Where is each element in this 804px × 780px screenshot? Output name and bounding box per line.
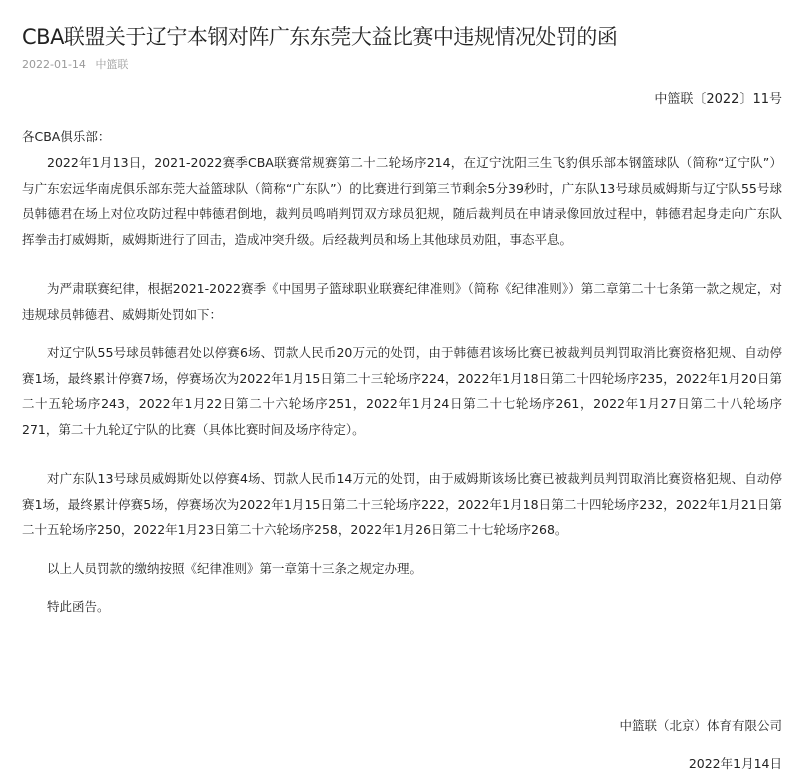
- publish-date: 2022-01-14: [22, 58, 86, 71]
- paragraph-fine-payment: 以上人员罚款的缴纳按照《纪律准则》第一章第十三条之规定办理。: [47, 561, 423, 576]
- article-source: 中篮联: [95, 58, 129, 71]
- document-number: 中篮联〔2022〕11号: [654, 92, 782, 107]
- signature-organization: 中篮联（北京）体育有限公司: [619, 718, 782, 733]
- paragraph-basis: 为严肃联赛纪律，根据2021-2022赛季《中国男子篮球职业联赛纪律准则》（简称《纪律准则》）第二章第二十七条第一款之规定，对违规球员韩德君、威姆斯处罚如下：: [22, 281, 782, 322]
- paragraph-penalty-williams: 对广东队13号球员威姆斯处以停赛4场、罚款人民币14万元的处罚，由于威姆斯该场比赛已被裁判员判罚取消比赛资格犯规、自动停赛1场，最终累计停赛5场，停赛场次为2022年1月15日第二十三轮场序222，2022年1月18日第二十四轮场序232，2022年1月21日第二十五轮场序250，2022年1月23日第二十六轮场序258，2022年1月26日第二十七轮场序268。: [22, 471, 782, 537]
- paragraph-closing: 特此函告。: [47, 599, 110, 614]
- paragraph-incident: 2022年1月13日，2021-2022赛季CBA联赛常规赛第二十二轮场序214，在辽宁沈阳三生飞豹俱乐部本钢篮球队（简称“辽宁队”）与广东宏远华南虎俱乐部东莞大益篮球队（简称“广东队”）的比赛进行到第三节剩余5分39秒时，广东队13号球员威姆斯与辽宁队55号球员韩德君在场上对位攻防过程中韩德君倒地，裁判员鸣哨判罚双方球员犯规，随后裁判员在申请录像回放过程中，韩德君起身走向广东队挥拳击打威姆斯，威姆斯进行了回击，造成冲突升级。后经裁判员和场上其他球员劝阻，事态平息。: [22, 155, 782, 247]
- signature-date: 2022年1月14日: [688, 756, 782, 771]
- article-meta: [22, 57, 134, 73]
- paragraph-penalty-han-dejun: 对辽宁队55号球员韩德君处以停赛6场、罚款人民币20万元的处罚，由于韩德君该场比赛已被裁判员判罚取消比赛资格犯规、自动停赛1场，最终累计停赛7场，停赛场次为2022年1月15日第二十三轮场序224，2022年1月18日第二十四轮场序235，2022年1月20日第二十五轮场序243，2022年1月22日第二十六轮场序251，2022年1月24日第二十七轮场序261，2022年1月27日第二十八轮场序271，第二十九轮辽宁队的比赛（具体比赛时间及场序待定）。: [22, 345, 782, 437]
- article-title: CBA联盟关于辽宁本钢对阵广东东莞大益比赛中违规情况处罚的函: [22, 25, 618, 49]
- greeting: 各CBA俱乐部：: [22, 129, 111, 144]
